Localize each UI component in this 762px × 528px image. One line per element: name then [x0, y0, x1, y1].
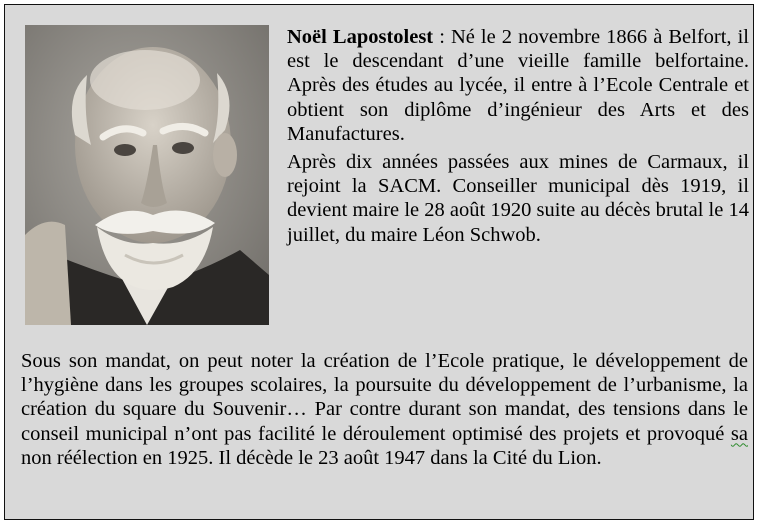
mandate-paragraph: [21, 349, 748, 470]
name-separator: :: [433, 26, 451, 48]
spellcheck-flagged-word: sa: [730, 422, 748, 445]
career-paragraph: Après dix années passées aux mines de Carmaux, il rejoint la SACM. Conseiller municipal dès 1919, il devient maire le 28 août 1920 suite au décès brutal le 14 juillet, du maire Léon Schwob.: [287, 151, 749, 246]
mandate-text-end: non réélection en 1925. Il décède le 23 août 1947 dans la Cité du Lion.: [21, 446, 602, 469]
intro-paragraph: [287, 25, 749, 146]
biography-card: [4, 4, 754, 520]
intro-text: Né le 2 novembre 1866 à Belfort, il est le descendant d’une vieille famille belfortaine. Après des études au lycée, il entre à l’Ecole Centrale et obtient son diplôme d’ingénieur des Arts et des Manufactures.: [287, 26, 749, 145]
portrait-photo: [25, 25, 269, 325]
intro-column: [287, 25, 749, 251]
portrait-icon: [25, 25, 269, 325]
mandate-text-start: Sous son mandat, on peut noter la création de l’Ecole pratique, le développement de l’hygiène dans les groupes scolaires, la poursuite du développement de l’urbanisme, la création du square du Souvenir… Par contre durant son mandat, des tensions dans le conseil municipal n’ont pas facilité le déroulement optimisé des projets et provoqué: [21, 350, 748, 445]
person-name: Noël Lapostolest: [287, 26, 434, 48]
